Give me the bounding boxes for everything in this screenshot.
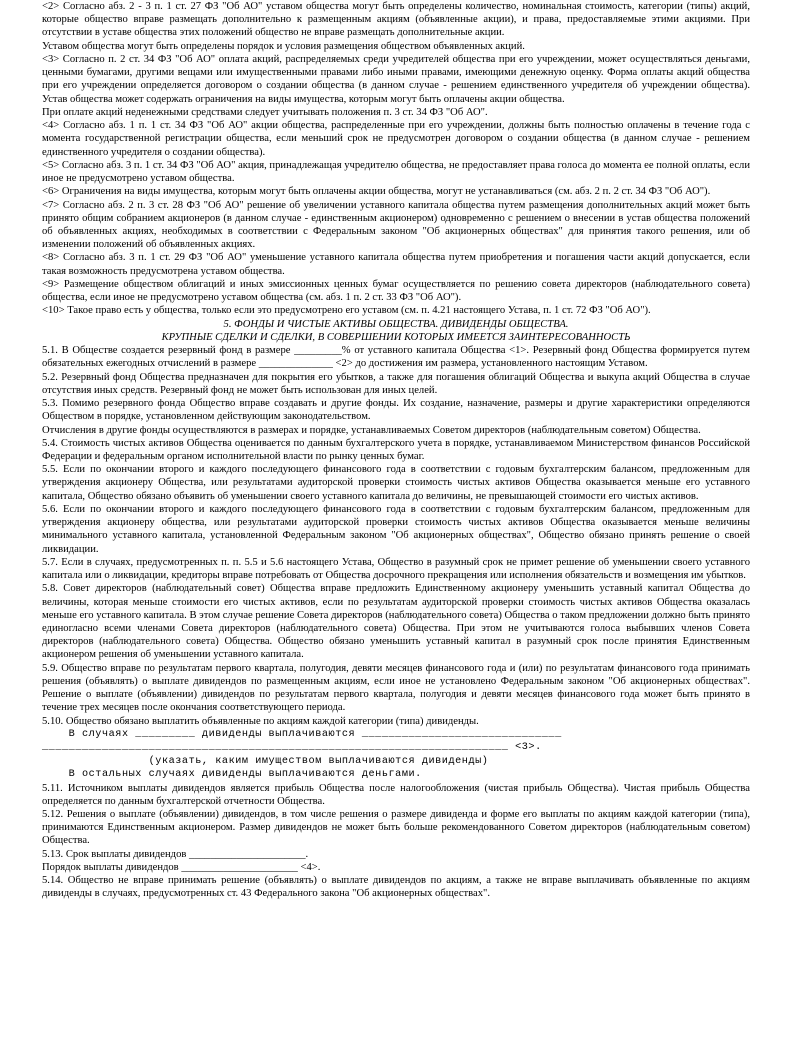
clause-5-13: 5.13. Срок выплаты дивидендов ______________________. (42, 848, 309, 860)
clause-5-14: 5.14. Общество не вправе принимать решение (объявлять) о выплате дивидендов по акциям, а также не вправе выплачивать объявленные по акциям дивиденды в случаях, предусмотренных ст. 43 Федерального закона "Об акционерных обществах". (42, 875, 750, 900)
clause-5-10: 5.10. Общество обязано выплатить объявленные по акциям каждой категории (типа) дивиденды. (42, 715, 479, 727)
footnote-3-continuation: При оплате акций неденежными средствами следует учитывать положения п. 3 ст. 34 ФЗ "Об АО". (42, 106, 488, 118)
footnote-4: <4> Согласно абз. 1 п. 1 ст. 34 ФЗ "Об АО" акции общества, распределенные при его учреждении, должны быть полностью оплачены в течение года с момента государственной регистрации общества, если меньший срок не предусмотрен договором о создании общества (в данном случае - решением единственного учредителя о создании общества). (42, 120, 750, 158)
clause-5-11: 5.11. Источником выплаты дивидендов является прибыль Общества после налогообложения (чистая прибыль Общества). Чистая прибыль Общества определяется по данным бухгалтерской отчетности Общества. (42, 782, 750, 807)
clause-5-1: 5.1. В Обществе создается резервный фонд в размере _________% от уставного капитала Общества <1>. Резервный фонд Общества формируется путем обязательных ежегодных отчислений в размере ______________ <2> до достижения им размера, установленного настоящим Уставом. (42, 345, 750, 370)
clause-5-3-continuation: Отчисления в другие фонды осуществляются в размерах и порядке, устанавливаемых Советом директоров (наблюдательным советом) Общества. (42, 424, 701, 436)
footnote-10: <10> Такое право есть у общества, только если это предусмотрено его уставом (см. п. 4.21 настоящего Устава, п. 1 ст. 72 ФЗ "Об АО"). (42, 305, 651, 317)
section-heading-line-1: 5. ФОНДЫ И ЧИСТЫЕ АКТИВЫ ОБЩЕСТВА. ДИВИДЕНДЫ ОБЩЕСТВА. (223, 318, 569, 330)
clause-5-6: 5.6. Если по окончании второго и каждого последующего финансового года в соответствии с годовым бухгалтерским балансом, предложенным для утверждения акционеру общества, или результатами аудиторской проверки стоимость чистых активов Общества оказывается меньше величины минимального уставного капитала, установленной Федеральным законом "Об акционерных обществах", Общество обязано принять решение о своей ликвидации. (42, 503, 750, 555)
footnote-3: <3> Согласно п. 2 ст. 34 ФЗ "Об АО" оплата акций, распределяемых среди учредителей общества при его учреждении, может осуществляться деньгами, ценными бумагами, другими вещами или имущественными правами либо иными правами, имеющими денежную оценку. Форма оплаты акций общества при его учреждении определяется договором о создании общества (в данном случае - решением единственного учредителя об учреждении общества). Устав общества может содержать ограничения на виды имущества, которым могут быть оплачены акции общества. (42, 53, 750, 105)
footnote-9: <9> Размещение обществом облигаций и иных эмиссионных ценных бумаг осуществляется по решению совета директоров (наблюдательного совета) общества, если иное не предусмотрено уставом общества (см. абз. 1 п. 2 ст. 33 ФЗ "Об АО"). (42, 278, 750, 304)
clause-5-4: 5.4. Стоимость чистых активов Общества оценивается по данным бухгалтерского учета в порядке, устанавливаемом Министерством финансов Российской Федерации и федеральным органом исполнительной власти по рынку ценных бумаг. (42, 437, 750, 462)
footnote-2: <2> Согласно абз. 2 - 3 п. 1 ст. 27 ФЗ "Об АО" уставом общества могут быть определены количество, номинальная стоимость, категории (типы) акций, которые общество вправе размещать дополнительно к размещенным акциям (объявленные акции), и права, предоставляемые этими акциями. При отсутствии в уставе общества этих положений общество не вправе размещать дополнительные акции. (42, 1, 750, 39)
section-heading-line-2: КРУПНЫЕ СДЕЛКИ И СДЕЛКИ, В СОВЕРШЕНИИ КОТОРЫХ ИМЕЕТСЯ ЗАИНТЕРЕСОВАННОСТЬ (161, 331, 631, 343)
clause-5-9: 5.9. Общество вправе по результатам первого квартала, полугодия, девяти месяцев финансового года и (или) по результатам финансового года принимать решения (объявлять) о выплате дивидендов по размещенным акциям, если иное не установлено Федеральным законом "Об акционерных обществах". Решение о выплате (объявлении) дивидендов по результатам первого квартала, полугодия и девяти месяцев финансового года может быть принято в течение трех месяцев после окончания соответствующего периода. (42, 662, 750, 714)
fillin-line-1: В случаях _________ дивиденды выплачиваются ______________________________ (42, 728, 562, 740)
fillin-line-2: ______________________________________________________________________ <3>. (42, 742, 542, 754)
clause-5-7: 5.7. Если в случаях, предусмотренных п. п. 5.5 и 5.6 настоящего Устава, Общество в разумный срок не примет решение об уменьшении своего уставного капитала или о ликвидации, кредиторы вправе потребовать от Общества досрочного прекращения или исполнения обязательств и возмещения им убытков. (42, 556, 750, 582)
clause-5-13-continuation: Порядок выплаты дивидендов ______________________ <4>. (42, 861, 321, 873)
footnote-7: <7> Согласно абз. 2 п. 3 ст. 28 ФЗ "Об АО" решение об увеличении уставного капитала общества путем размещения дополнительных акций может быть принято общим собранием акционеров (в данном случае - единственным акционером) одновременно с решением о внесении в устав общества положений об объявленных акциях, необходимых в соответствии с Федеральным законом "Об акционерных обществах" для принятия такого решения, или об изменении положений об объявленных акциях. (42, 199, 750, 251)
clause-5-12: 5.12. Решения о выплате (объявлении) дивидендов, в том числе решения о размере дивиденда и форме его выплаты по акциям каждой категории (типа), принимаются Единственным акционером. Размер дивидендов не может быть больше рекомендованного Советом директоров (наблюдательным советом) Общества. (42, 808, 750, 847)
footnote-8: <8> Согласно абз. 3 п. 1 ст. 29 ФЗ "Об АО" уменьшение уставного капитала общества путем приобретения и погашения части акций допускается, если такая возможность предусмотрена уставом общества. (42, 252, 750, 277)
clause-5-2: 5.2. Резервный фонд Общества предназначен для покрытия его убытков, а также для погашения облигаций Общества и выкупа акций Общества в случае отсутствия иных средств. Резервный фонд не может быть использован для иных целей. (42, 371, 750, 396)
fillin-line-4: В остальных случаях дивиденды выплачиваются деньгами. (42, 769, 422, 781)
footnote-5: <5> Согласно абз. 3 п. 1 ст. 34 ФЗ "Об АО" акция, принадлежащая учредителю общества, не предоставляет права голоса до момента ее полной оплаты, если иное не предусмотрено уставом общества. (42, 159, 750, 185)
footnote-2-continuation: Уставом общества могут быть определены порядок и условия размещения обществом объявленных акций. (42, 40, 525, 52)
clause-5-5: 5.5. Если по окончании второго и каждого последующего финансового года в соответствии с годовым бухгалтерским балансом, предложенным для утверждения акционеру Общества, или результатами аудиторской проверки стоимость чистых активов Общества оказывается меньше его уставного капитала, Общество обязано объявить об уменьшении своего уставного капитала до величины, не превышающей стоимости его чистых активов. (42, 464, 750, 502)
clause-5-3: 5.3. Помимо резервного фонда Общество вправе создавать и другие фонды. Их создание, назначение, размеры и другие характеристики определяются Обществом в порядке, установленном действующим законодательством. (42, 398, 750, 423)
clause-5-8: 5.8. Совет директоров (наблюдательный совет) Общества вправе предложить Единственному акционеру уменьшить уставный капитал Общества до величины, которая меньше стоимости его чистых активов, если по результатам аудиторской проверки стоимость чистых активов Общества оказалась меньше его уставного капитала. В этом случае решение Совета директоров (наблюдательного совета) Общества о таком предложении должно быть принято единогласно всеми членами Совета директоров (наблюдательного совета) Общества. При этом не учитываются голоса выбывших членов Совета директоров (наблюдательного совета) Общества. Общество обязано уменьшить уставный капитал в разумный срок после принятия Единственным акционером решения об уменьшении уставного капитала. (42, 583, 750, 661)
fillin-hint-line: (указать, каким имуществом выплачиваются дивиденды) (42, 755, 489, 767)
footnote-6: <6> Ограничения на виды имущества, которым могут быть оплачены акции общества, могут не устанавливаться (см. абз. 2 п. 2 ст. 34 ФЗ "Об АО"). (42, 186, 711, 198)
